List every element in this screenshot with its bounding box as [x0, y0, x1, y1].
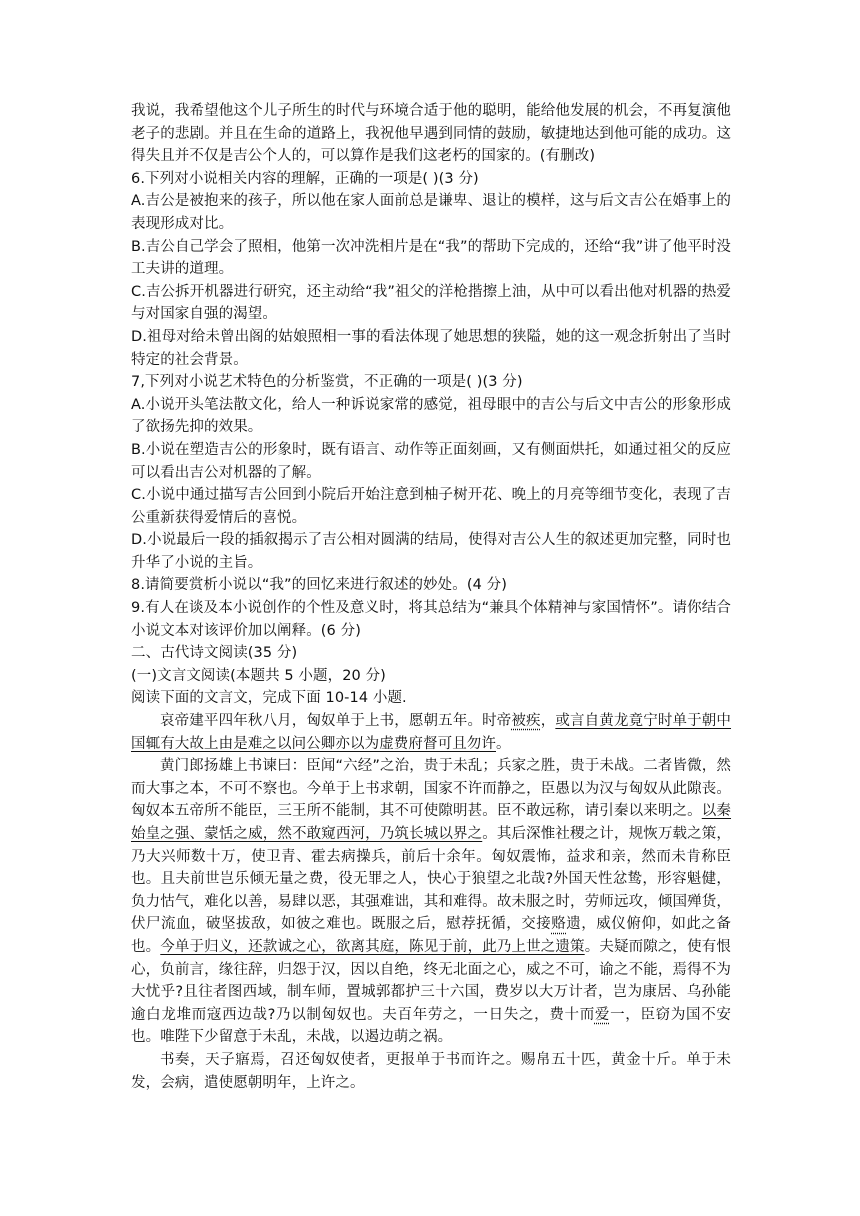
text-run: 。夫疑而隙之，使有恨心，负前言，缘往辞，归怨于汉，因以自绝，终无北面之心，威之不可，谕之不能，焉得不为大忧乎?且往者图西域，制车师，置城郭都护三十六国，费岁以大万计者，岂为康居、乌孙能逾白龙堆而寇西边哉?乃以制匈奴也。夫百年劳之，一日失之，费十而 — [131, 938, 731, 1023]
question-7-option-d: D.小说最后一段的插叙揭示了吉公相对圆满的结局，使得对吉公人生的叙述更加完整，同时也升华了小说的主旨。 — [131, 532, 731, 571]
question-6-option-d: D.祖母对给未曾出阁的姑娘照相一事的看法体现了她思想的狭隘，她的这一观念折射出了当时特定的社会背景。 — [131, 328, 731, 368]
text-run: 遗，威仪俯仰，如此之备也。 — [131, 916, 731, 955]
question-6-option-a: A.吉公是被抱来的孩子，所以他在家人面前总是谦卑、退让的模样，这与后文吉公在婚事上的表现形成对比。 — [131, 193, 731, 232]
text-run: 。其后深惟社稷之计，规恢万载之策，乃大兴师数十万，使卫青、霍去病操兵，前后十余年。匈奴震怖，益求和亲，然而未肯称臣也。且夫前世岂乐倾无量之费，役无罪之人，快心于狼望之北哉?外国天性忿鸷，形容魁健，负力怙气，难化以善，易肆以恶，其强难诎，其和难得。故未服之时，劳师远攻，倾国殚货，伏尸流血，破坚拔敌，如彼之难也。既服之后，慰荐抚循，交接 — [131, 826, 731, 933]
text-run: 哀帝建平四年秋八月，匈奴单于上书，愿朝五年。时帝 — [160, 713, 512, 730]
document-page — [131, 100, 731, 1094]
underlined-sentence: 以秦始皇之强、蒙恬之威，然不敢窥西河，乃筑长城以界之 — [131, 803, 732, 842]
classical-paragraph-3: 书奏，天子寤焉，召还匈奴使者，更报单于书而许之。赐帛五十匹，黄金十斤。单于未发，会病，遣使愿朝明年，上许之。 — [131, 1051, 731, 1091]
instruction: 阅读下面的文言文，完成下面 10-14 小题. — [131, 690, 407, 707]
dotted-text: 爱 — [594, 1006, 611, 1023]
text-run: ， — [540, 713, 556, 730]
question-7-option-b: B.小说在塑造吉公的形象时，既有语言、动作等正面刻画，又有侧面烘托，如通过祖父的反应可以看出吉公对机器的了解。 — [131, 441, 731, 481]
underlined-sentence: 今单于归义，还款诚之心，欲离其庭，陈见于前，此乃上世之遗策 — [160, 938, 585, 955]
dotted-text: 被疾 — [511, 713, 541, 730]
text-run: 一，臣窃为国不安也。唯陛下少留意于未乱，未战，以遏边萌之祸。 — [131, 1006, 731, 1046]
question-9: 9.有人在谈及本小说创作的个性及意义时，将其总结为“兼具个体精神与家国情怀”。请你结合小说文本对该评价加以阐释。(6 分) — [131, 600, 731, 639]
question-6-option-c: C.吉公拆开机器进行研究，还主动给“我”祖父的洋枪揩擦上油，从中可以看出他对机器的热爱与对国家自强的渴望。 — [131, 283, 731, 323]
question-7-option-a: A.小说开头笔法散文化，给人一种诉说家常的感觉，祖母眼中的吉公与后文中吉公的形象形成了欲扬先抑的效果。 — [131, 396, 731, 436]
classical-paragraph-2 — [131, 755, 731, 1049]
question-8: 8.请简要赏析小说以“我”的回忆来进行叙述的妙处。(4 分) — [131, 577, 508, 594]
question-6: 6.下列对小说相关内容的理解，正确的一项是( )(3 分) — [131, 170, 479, 187]
dotted-text: 赂 — [551, 916, 567, 933]
text-run: 黄门郎扬雄上书谏曰：臣闻“六经”之治，贵于未乱；兵家之胜，贵于未战。二者皆微，然而大事之本，不可不察也。今单于上书求朝，国家不许而静之，臣愚以为汉与匈奴从此隙丧。匈奴本五帝所不能臣，三王所不能制，其不可使隙明甚。臣不敢远称，请引秦以来明之。 — [131, 758, 731, 820]
paragraph-intro: 我说，我希望他这个儿子所生的时代与环境合适于他的聪明，能给他发展的机会，不再复演他老子的悲剧。并且在生命的道路上，我祝他早遇到同情的鼓励，敏捷地达到他可能的成功。这得失且并不仅是吉公个人的，可以算作是我们这老朽的国家的。(有删改) — [131, 103, 731, 165]
question-6-option-b: B.吉公自己学会了照相，他第一次冲洗相片是在“我”的帮助下完成的，还给“我”讲了他平时没工夫讲的道理。 — [131, 238, 732, 278]
question-7: 7,下列对小说艺术特色的分析鉴赏，不正确的一项是( )(3 分) — [131, 374, 523, 391]
section-heading-2: 二、古代诗文阅读(35 分) — [131, 645, 298, 662]
underlined-sentence: 或言自黄龙竟宁时单于朝中国辄有大故上由是难之以问公卿亦以为虚费府督可且勿许 — [131, 713, 732, 752]
classical-paragraph-1 — [131, 710, 731, 755]
text-run: 。 — [496, 735, 511, 752]
subsection-heading: (一)文言文阅读(本题共 5 小题，20 分) — [131, 667, 386, 684]
question-7-option-c: C.小说中通过描写吉公回到小院后开始注意到柚子树开花、晚上的月亮等细节变化，表现了吉公重新获得爱情后的喜悦。 — [131, 487, 731, 526]
